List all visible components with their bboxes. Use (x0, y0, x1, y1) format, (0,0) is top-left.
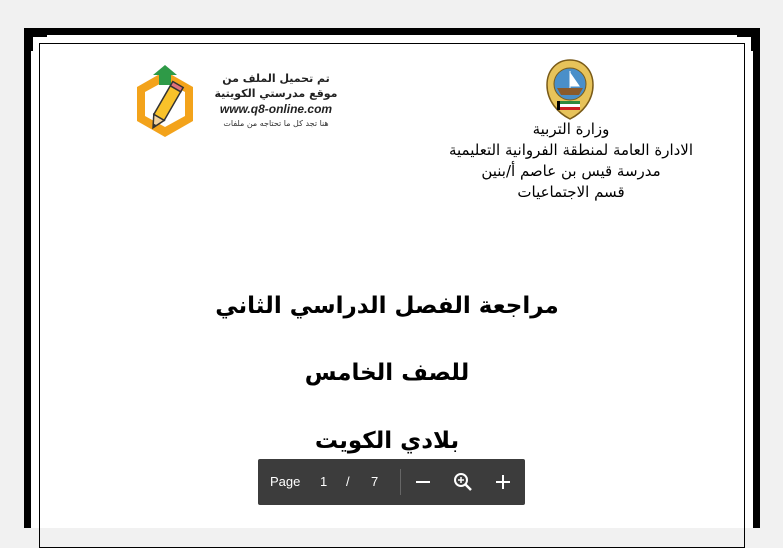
document-page (24, 28, 760, 528)
current-page-input[interactable]: 1 (320, 474, 328, 489)
total-pages: 7 (371, 474, 379, 489)
ministry-name: وزارة التربية (532, 120, 610, 138)
border-corner (29, 33, 47, 51)
zoom-out-button[interactable] (409, 468, 437, 496)
plus-icon (496, 475, 510, 489)
border-corner (737, 33, 755, 51)
site-line1: تم تحميل الملف من (222, 72, 330, 85)
toolbar-divider (400, 469, 401, 495)
site-branding (201, 71, 351, 131)
zoom-in-button[interactable] (489, 468, 517, 496)
document-subject: بلادي الكويت (314, 428, 460, 454)
page-separator: / (346, 474, 350, 489)
site-tagline: هنا تجد كل ما تحتاجه من ملفات (223, 119, 329, 128)
school-name: مدرسة قيس بن عاصم أ/بنين (481, 162, 661, 180)
zoom-icon (455, 474, 471, 490)
document-grade: للصف الخامس (304, 360, 470, 386)
site-line2: موقع مدرستي الكويتية (214, 87, 338, 100)
pdf-viewer-toolbar (258, 459, 525, 505)
fit-zoom-button[interactable] (449, 468, 477, 496)
department-name: قسم الاجتماعيات (517, 183, 625, 201)
page-label: Page (270, 474, 301, 489)
ministry-header (401, 119, 741, 203)
kuwait-emblem-icon (543, 57, 597, 123)
document-title: مراجعة الفصل الدراسي الثاني (215, 293, 559, 319)
site-logo-icon (129, 63, 201, 153)
site-url: www.q8-online.com (219, 102, 333, 116)
ministry-district: الادارة العامة لمنطقة الفروانية التعليمية (448, 141, 694, 159)
